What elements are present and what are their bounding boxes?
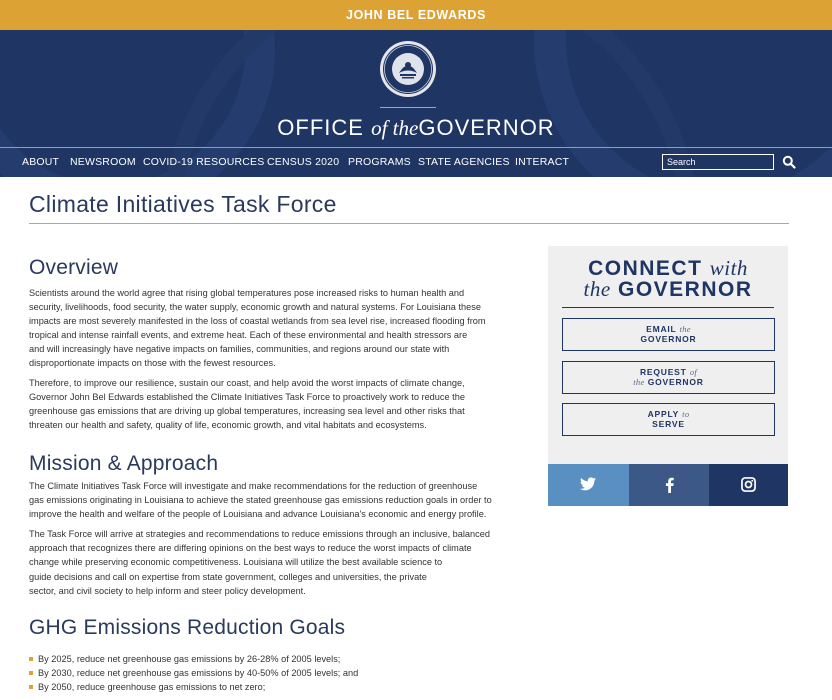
overview-heading: Overview [29, 256, 119, 279]
mission-paragraph-2 [29, 527, 529, 597]
list-item [29, 680, 529, 694]
mission-paragraph-1 [29, 479, 529, 521]
mission-section [29, 452, 529, 598]
office-title-suffix: GOVERNOR [418, 115, 555, 140]
text-line: security, livelihoods, food security, the water supply, economic growth and natural systems. For Louisiana these [29, 302, 481, 313]
goal-text: By 2030, reduce net greenhouse gas emissions by 40-50% of 2005 levels; and [38, 668, 359, 679]
apply-to-serve-button[interactable] [562, 403, 775, 436]
nav-item-about[interactable]: ABOUT [22, 156, 60, 168]
button-italic: the [679, 324, 691, 334]
nav-item-programs[interactable]: PROGRAMS [348, 156, 411, 168]
connect-title-italic: the [583, 277, 611, 301]
goals-section [29, 616, 529, 695]
text-line: sector, and civil society to help inform and steer policy development. [29, 585, 306, 596]
button-label: GOVERNOR [647, 377, 704, 387]
overview-paragraph-1 [29, 286, 529, 371]
connect-title-word: GOVERNOR [617, 278, 753, 301]
louisiana-state-seal-icon[interactable] [379, 40, 437, 98]
page-title: Climate Initiatives Task Force [29, 191, 337, 217]
nav-item-newsroom[interactable]: NEWSROOM [70, 156, 136, 168]
connect-title-italic: with [709, 256, 748, 280]
instagram-button[interactable] [709, 464, 788, 506]
text-line: Scientists around the world agree that rising global temperatures pose increased risks to human health and [29, 288, 465, 298]
governor-name: JOHN BEL EDWARDS [346, 8, 486, 22]
text-line: guide decisions and call on expertise from state government, colleges and universities, the private [29, 571, 427, 582]
connect-divider [562, 307, 774, 308]
button-label: EMAIL [646, 324, 677, 334]
office-title-prefix: OFFICE [277, 115, 364, 140]
office-title[interactable] [0, 115, 832, 141]
goals-list [29, 652, 529, 695]
twitter-button[interactable] [548, 464, 629, 506]
text-line: Governor John Bel Edwards established the Climate Initiatives Task Force to proactively work to reduce the [29, 391, 465, 402]
button-italic: to [682, 409, 690, 419]
top-bar [0, 0, 832, 30]
search-icon[interactable] [782, 155, 796, 169]
text-line: change while preserving economic competitiveness. Louisiana will utilize the best available science to [29, 557, 443, 568]
header-divider [380, 107, 436, 108]
connect-panel [548, 246, 788, 464]
overview-paragraph-2 [29, 376, 529, 432]
connect-title-word: CONNECT [588, 257, 703, 280]
button-italic: of [689, 367, 698, 377]
button-label: GOVERNOR [640, 334, 697, 344]
button-label: SERVE [652, 419, 685, 429]
connect-title [548, 258, 788, 300]
nav-item-state-agencies[interactable]: STATE AGENCIES [418, 156, 510, 168]
site-header [0, 30, 832, 177]
goals-heading: GHG Emissions Reduction Goals [29, 616, 346, 639]
text-line: The Task Force will arrive at strategies and recommendations to reduce emissions through an inclusive, balanced [29, 529, 490, 540]
text-line: impacts are most severely manifested in the loss of coastal wetlands from sea level rise, increased flooding from [29, 316, 486, 327]
facebook-button[interactable] [629, 464, 710, 506]
list-item [29, 652, 529, 666]
request-of-governor-button[interactable] [562, 361, 775, 394]
nav-item-covid-19-resources[interactable]: COVID-19 RESOURCES [143, 156, 265, 168]
bullet-icon [29, 657, 33, 661]
goal-text: By 2025, reduce net greenhouse gas emissions by 26-28% of 2005 levels; [38, 654, 341, 664]
button-label: REQUEST [639, 367, 687, 377]
text-line: The Climate Initiatives Task Force will investigate and make recommendations for the reduction of greenhouse [29, 481, 478, 491]
button-italic: the [633, 377, 645, 387]
bullet-icon [29, 685, 33, 689]
main-nav [0, 148, 832, 177]
text-line: tropical and intense rainfall events, and extreme heat. Each of these environmental and health stressors are [29, 330, 468, 341]
button-label: APPLY [647, 409, 679, 419]
text-line: threaten our health and safety, quality of life, economic growth, and vital habitats and ecosystems. [29, 419, 427, 430]
goal-text: By 2050, reduce greenhouse gas emissions to net zero; [38, 682, 266, 693]
title-divider [29, 223, 789, 224]
office-title-of-the: of the [371, 116, 419, 140]
overview-section [29, 256, 529, 432]
text-line: Therefore, to improve our resilience, sustain our coast, and help avoid the worst impacts of climate change, [29, 377, 465, 388]
search-input[interactable] [662, 154, 774, 170]
list-item [29, 666, 529, 680]
text-line: approach that recognizes there are differing opinions on the best ways to reduce the worst impacts of climate [29, 543, 472, 554]
text-line: and will increasingly have negative impacts on families, communities, and regions around our state with [29, 344, 450, 355]
text-line: improve the health and welfare of the people of Louisiana and advance Louisiana's economic and energy profile. [29, 509, 487, 520]
facebook-icon [662, 477, 678, 493]
nav-item-interact[interactable]: INTERACT [515, 156, 570, 168]
bullet-icon [29, 671, 33, 675]
text-line: gas emissions originating in Louisiana to achieve the stated greenhouse gas emissions reduction goals in order to [29, 495, 492, 506]
mission-heading: Mission & Approach [29, 452, 219, 475]
text-line: greenhouse gas emissions that are driving up global temperatures, increasing sea level and other risks that [29, 405, 465, 416]
instagram-icon [741, 477, 756, 492]
twitter-icon [580, 477, 596, 491]
nav-item-census-2020[interactable]: CENSUS 2020 [267, 156, 340, 168]
text-line: disproportionate impacts on those with the fewest resources. [29, 358, 276, 369]
email-governor-button[interactable] [562, 318, 775, 351]
